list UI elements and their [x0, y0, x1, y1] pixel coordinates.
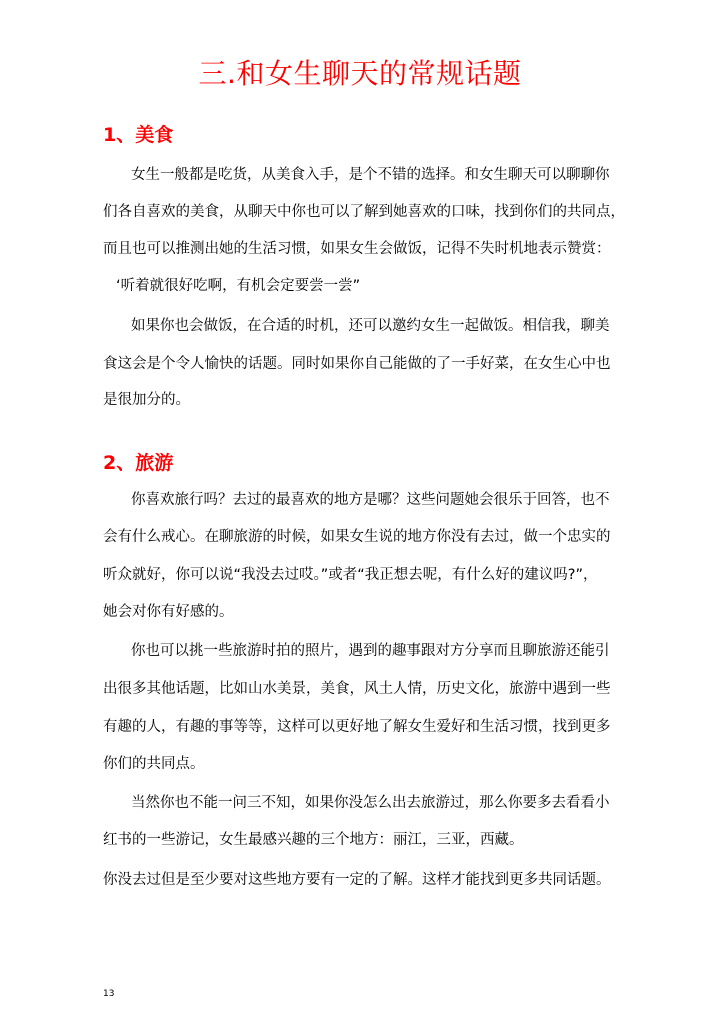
paragraph-line: 有趣的人，有趣的事等等，这样可以更好地了解女生爱好和生活习惯，找到更多: [103, 719, 611, 735]
page-number: 13: [103, 989, 115, 999]
paragraph-line: 红书的一些游记，女生最感兴趣的三个地方：丽江，三亚，西藏。: [103, 832, 524, 848]
paragraph-line: 们各自喜欢的美食，从聊天中你也可以了解到她喜欢的口味，找到你们的共同点，: [103, 204, 625, 220]
paragraph-line: 是很加分的。: [103, 392, 190, 408]
paragraph-line: 食这会是个令人愉快的话题。同时如果你自己能做的了一手好菜，在女生心中也: [103, 356, 611, 372]
paragraph-line: 会有什么戒心。在聊旅游的时候，如果女生说的地方你没有去过，做一个忠实的: [103, 529, 611, 545]
section-heading-travel: 2、旅游: [103, 452, 174, 474]
paragraph-line: 你也可以挑一些旅游时拍的照片，遇到的趣事跟对方分享而且聊旅游还能引: [131, 643, 610, 659]
paragraph-line: 你喜欢旅行吗？去过的最喜欢的地方是哪？这些问题她会很乐于回答，也不: [131, 492, 610, 508]
paragraph-line: 你们的共同点。: [103, 756, 205, 772]
section-heading-food: 1、美食: [103, 124, 174, 146]
paragraph-line: 听众就好，你可以说“我没去过哎。”或者“我正想去呢，有什么好的建议吗?”，: [103, 567, 598, 583]
paragraph-line: 如果你也会做饭，在合适的时机，还可以邀约女生一起做饭。相信我，聊美: [131, 318, 610, 334]
paragraph-line: ‘听着就很好吃啊，有机会定要尝一尝”: [116, 278, 361, 294]
paragraph-line: 当然你也不能一问三不知，如果你没怎么出去旅游过，那么你要多去看看小: [131, 795, 610, 811]
paragraph-line: 而且也可以推测出她的生活习惯，如果女生会做饭，记得不失时机地表示赞赏：: [103, 241, 611, 257]
paragraph-line: 女生一般都是吃货，从美食入手，是个不错的选择。和女生聊天可以聊聊你: [131, 167, 610, 183]
paragraph-line: 她会对你有好感的。: [103, 604, 234, 620]
page-title: 三.和女生聊天的常规话题: [198, 57, 522, 90]
paragraph-line: 你没去过但是至少要对这些地方要有一定的了解。这样才能找到更多共同话题。: [103, 872, 611, 888]
paragraph-line: 出很多其他话题，比如山水美景，美食，风土人情，历史文化，旅游中遇到一些: [103, 681, 611, 697]
